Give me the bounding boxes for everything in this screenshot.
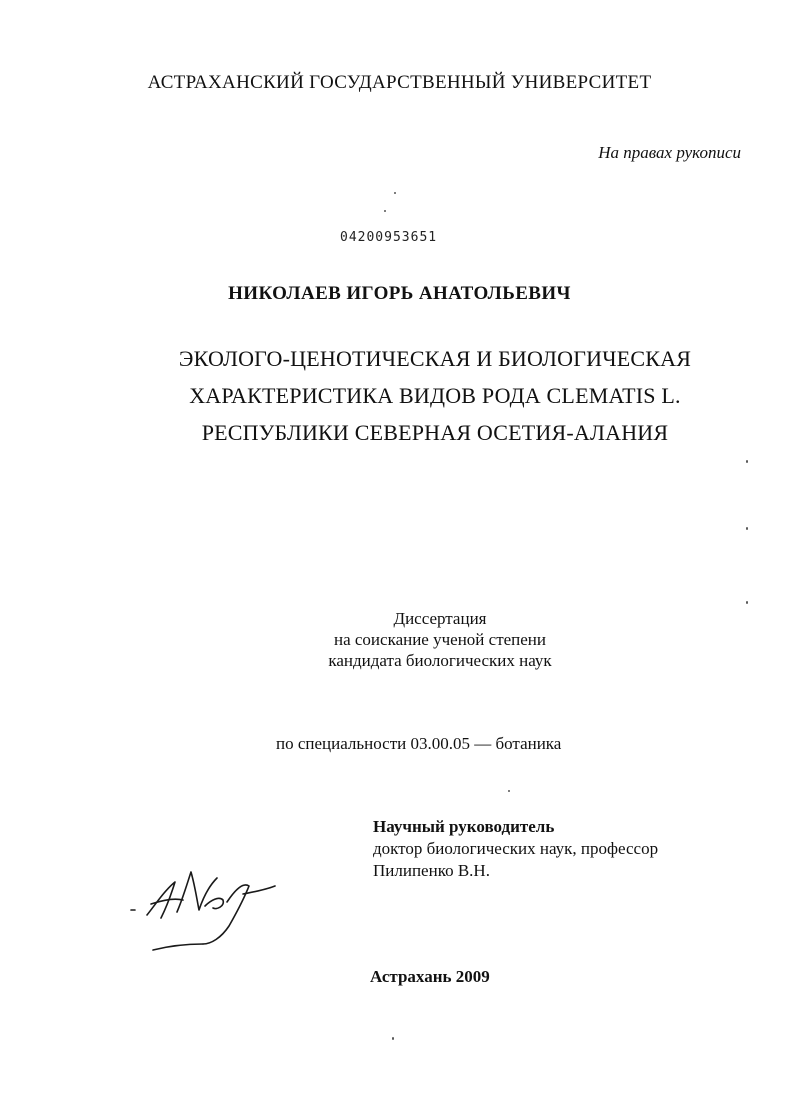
- registry-number: 04200953651: [340, 230, 438, 245]
- advisor-rank: доктор биологических наук, профессор: [373, 839, 659, 858]
- manuscript-rights-note: На правах рукописи: [598, 143, 741, 162]
- specialty-line: по специальности 03.00.05 — ботаника: [276, 734, 562, 753]
- scan-speck: [384, 210, 386, 212]
- scan-speck: [746, 527, 748, 530]
- scan-speck: [394, 192, 396, 194]
- scan-speck: [392, 1037, 394, 1040]
- signature-icon: [125, 860, 285, 955]
- university-name: АСТРАХАНСКИЙ ГОСУДАРСТВЕННЫЙ УНИВЕРСИТЕТ: [147, 72, 652, 93]
- thesis-title-line-2: ХАРАКТЕРИСТИКА ВИДОВ РОДА CLEMATIS L.: [189, 383, 681, 408]
- author-name: НИКОЛАЕВ ИГОРЬ АНАТОЛЬЕВИЧ: [228, 283, 571, 304]
- thesis-title-line-3: РЕСПУБЛИКИ СЕВЕРНАЯ ОСЕТИЯ-АЛАНИЯ: [201, 420, 669, 445]
- degree-line-3: кандидата биологических наук: [328, 651, 552, 670]
- degree-line-1: Диссертация: [393, 609, 487, 628]
- thesis-title-line-1: ЭКОЛОГО-ЦЕНОТИЧЕСКАЯ И БИОЛОГИЧЕСКАЯ: [178, 346, 692, 371]
- city-year: Астрахань 2009: [370, 967, 490, 986]
- scan-speck: [746, 460, 748, 463]
- advisor-heading: Научный руководитель: [373, 817, 555, 836]
- advisor-name: Пилипенко В.Н.: [373, 861, 490, 880]
- scan-speck: [508, 790, 510, 792]
- degree-line-2: на соискание ученой степени: [333, 630, 547, 649]
- scan-speck: [746, 601, 748, 604]
